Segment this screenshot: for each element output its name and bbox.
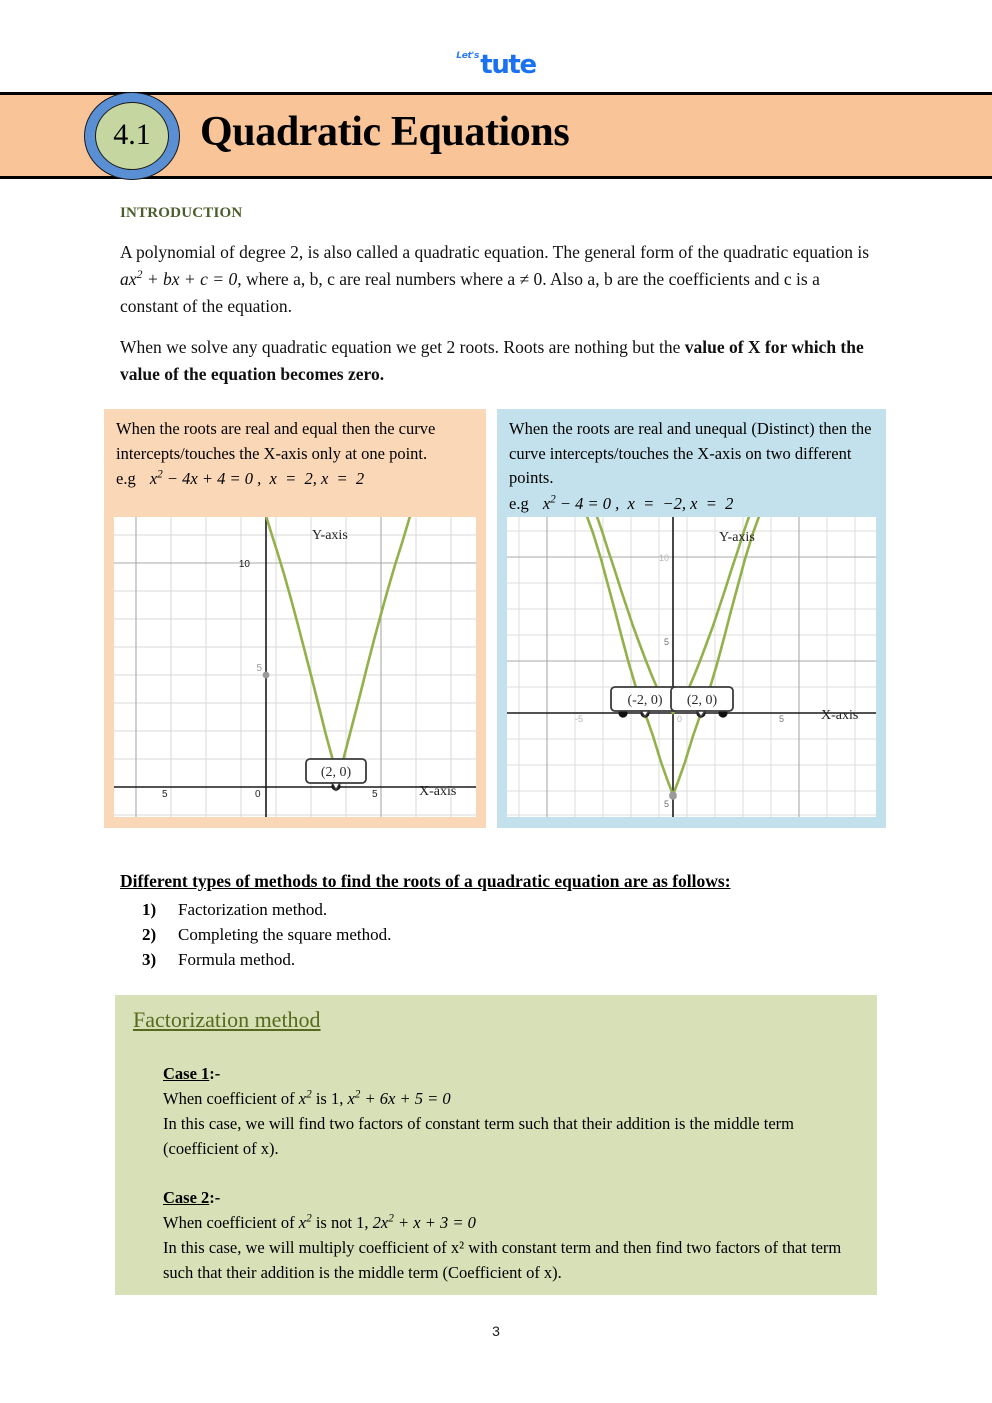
logo-tute-text: tute [480,50,536,80]
case-1-line1 [163,1086,863,1111]
eg-equation: $x^2 - 4 = 0$ , x = −2, x = 2 [542,493,734,513]
equal-roots-text: When the roots are real and equal then the curve intercepts/touches the X-axis only at one point. [116,419,436,463]
case-2-label-suffix: :- [209,1188,221,1207]
equal-roots-box [104,409,486,828]
list-item [142,947,742,972]
list-item [142,897,742,922]
list-label: Factorization method. [178,900,328,919]
logo-mark [456,52,535,78]
case-1-mid: is 1, [311,1089,348,1108]
y-axis-label: Y-axis [312,528,348,543]
list-label: Completing the square method. [178,925,392,944]
case-1-equation: $x^2 + 6x + 5 = 0$ [347,1088,451,1108]
list-item [142,922,742,947]
roots-paragraph [120,334,872,388]
svg-text:(-2, 0): (-2, 0) [627,693,663,708]
logo-lets-text: Let's [456,51,480,61]
case-2-label-line [163,1185,863,1210]
equal-roots-example [116,467,478,492]
equal-roots-svg [114,517,476,817]
case-2-pre: When coefficient of [163,1213,299,1232]
case-2-equation: $2x^2 + x + 3 = 0$ [372,1212,476,1232]
page-title: Quadratic Equations [200,109,570,155]
factorization-title: Factorization method [133,1007,321,1032]
case-1-block [163,1061,863,1161]
roots-text-bold: value of X for which the value of the equation becomes zero. [120,337,864,384]
case-2-block [163,1185,863,1285]
introduction-paragraph [120,239,876,320]
xtick--5: -5 [575,714,584,724]
xtick-0: 0 [255,789,261,800]
svg-text:(2, 0): (2, 0) [686,693,718,708]
case-2-mid: is not 1, [311,1213,373,1232]
case-1-pre: When coefficient of [163,1089,299,1108]
ytick--5: 5 [663,799,669,809]
case-1-math: $x^2$ [298,1088,312,1108]
ytick-10: 10 [238,559,250,570]
y-axis-label: Y-axis [719,530,755,545]
ytick-5: 5 [256,663,262,674]
eg-label: e.g [116,469,136,488]
eg-equation: $x^2 - 4x + 4 = 0$ , x = 2, x = 2 [149,468,365,488]
general-form-formula: $ax^2$ + bx + c = 0 [120,267,238,289]
case-2-math: $x^2$ [298,1212,312,1232]
roots-text-part1: When we solve any quadratic equation we get 2 roots. Roots are nothing but the [120,337,685,357]
introduction-heading: INTRODUCTION [120,205,243,221]
equal-roots-graph [114,517,476,817]
x-axis-label: X-axis [419,784,457,799]
list-marker: 3) [142,950,157,969]
case-2-line1 [163,1210,863,1235]
unequal-roots-box [497,409,886,828]
list-marker: 1) [142,900,157,919]
brand-logo [0,52,992,88]
xtick--5: 5 [162,789,168,800]
list-marker: 2) [142,925,157,944]
x-axis-label: X-axis [821,708,859,723]
case-1-label-suffix: :- [209,1064,221,1083]
case-1-label: Case 1 [163,1064,210,1083]
list-label: Formula method. [178,950,296,969]
xtick-5: 5 [372,789,378,800]
y-intercept-point [263,672,270,679]
xtick-0: 0 [677,714,683,724]
chapter-number-text: 4.1 [113,117,151,151]
ytick-10: 10 [658,553,669,563]
unequal-roots-text: When the roots are real and unequal (Distinct) then the curve intercepts/touches the X-axis on two different points. [509,419,872,487]
factorization-box [115,995,877,1295]
unequal-roots-graph [507,517,876,817]
equal-roots-description [116,417,478,492]
case-2-line2: In this case, we will multiply coefficient of x² with constant term and then find two factors of that term such that their addition is the middle term (Coefficient of x). [163,1238,842,1282]
svg-text:(2, 0): (2, 0) [320,765,352,780]
methods-heading: Different types of methods to find the roots of a quadratic equation are as follows: [120,871,731,891]
intro-text-part1: A polynomial of degree 2, is also called a quadratic equation. The general form of the quadratic equation is [120,242,870,262]
vertex-marker [669,791,677,799]
ytick-5: 5 [663,637,669,647]
case-2-label: Case 2 [163,1188,210,1207]
methods-list [142,897,742,972]
case-1-line2: In this case, we will find two factors of constant term such that their addition is the middle term (coefficient of x). [163,1114,794,1158]
unequal-roots-example [509,492,878,517]
case-1-label-line [163,1061,863,1086]
unequal-roots-svg [507,517,876,817]
page-number: 3 [492,1323,500,1339]
chapter-number-badge [84,92,180,180]
eg-label: e.g [509,493,529,513]
xtick-5: 5 [779,714,785,724]
badge-inner-circle [95,102,169,170]
unequal-roots-description [509,417,878,516]
intro-text-part2: , where a, b, c are real numbers where a ≠ 0. Also a, b are the coefficients and c is a constant of the equation. [120,269,820,316]
